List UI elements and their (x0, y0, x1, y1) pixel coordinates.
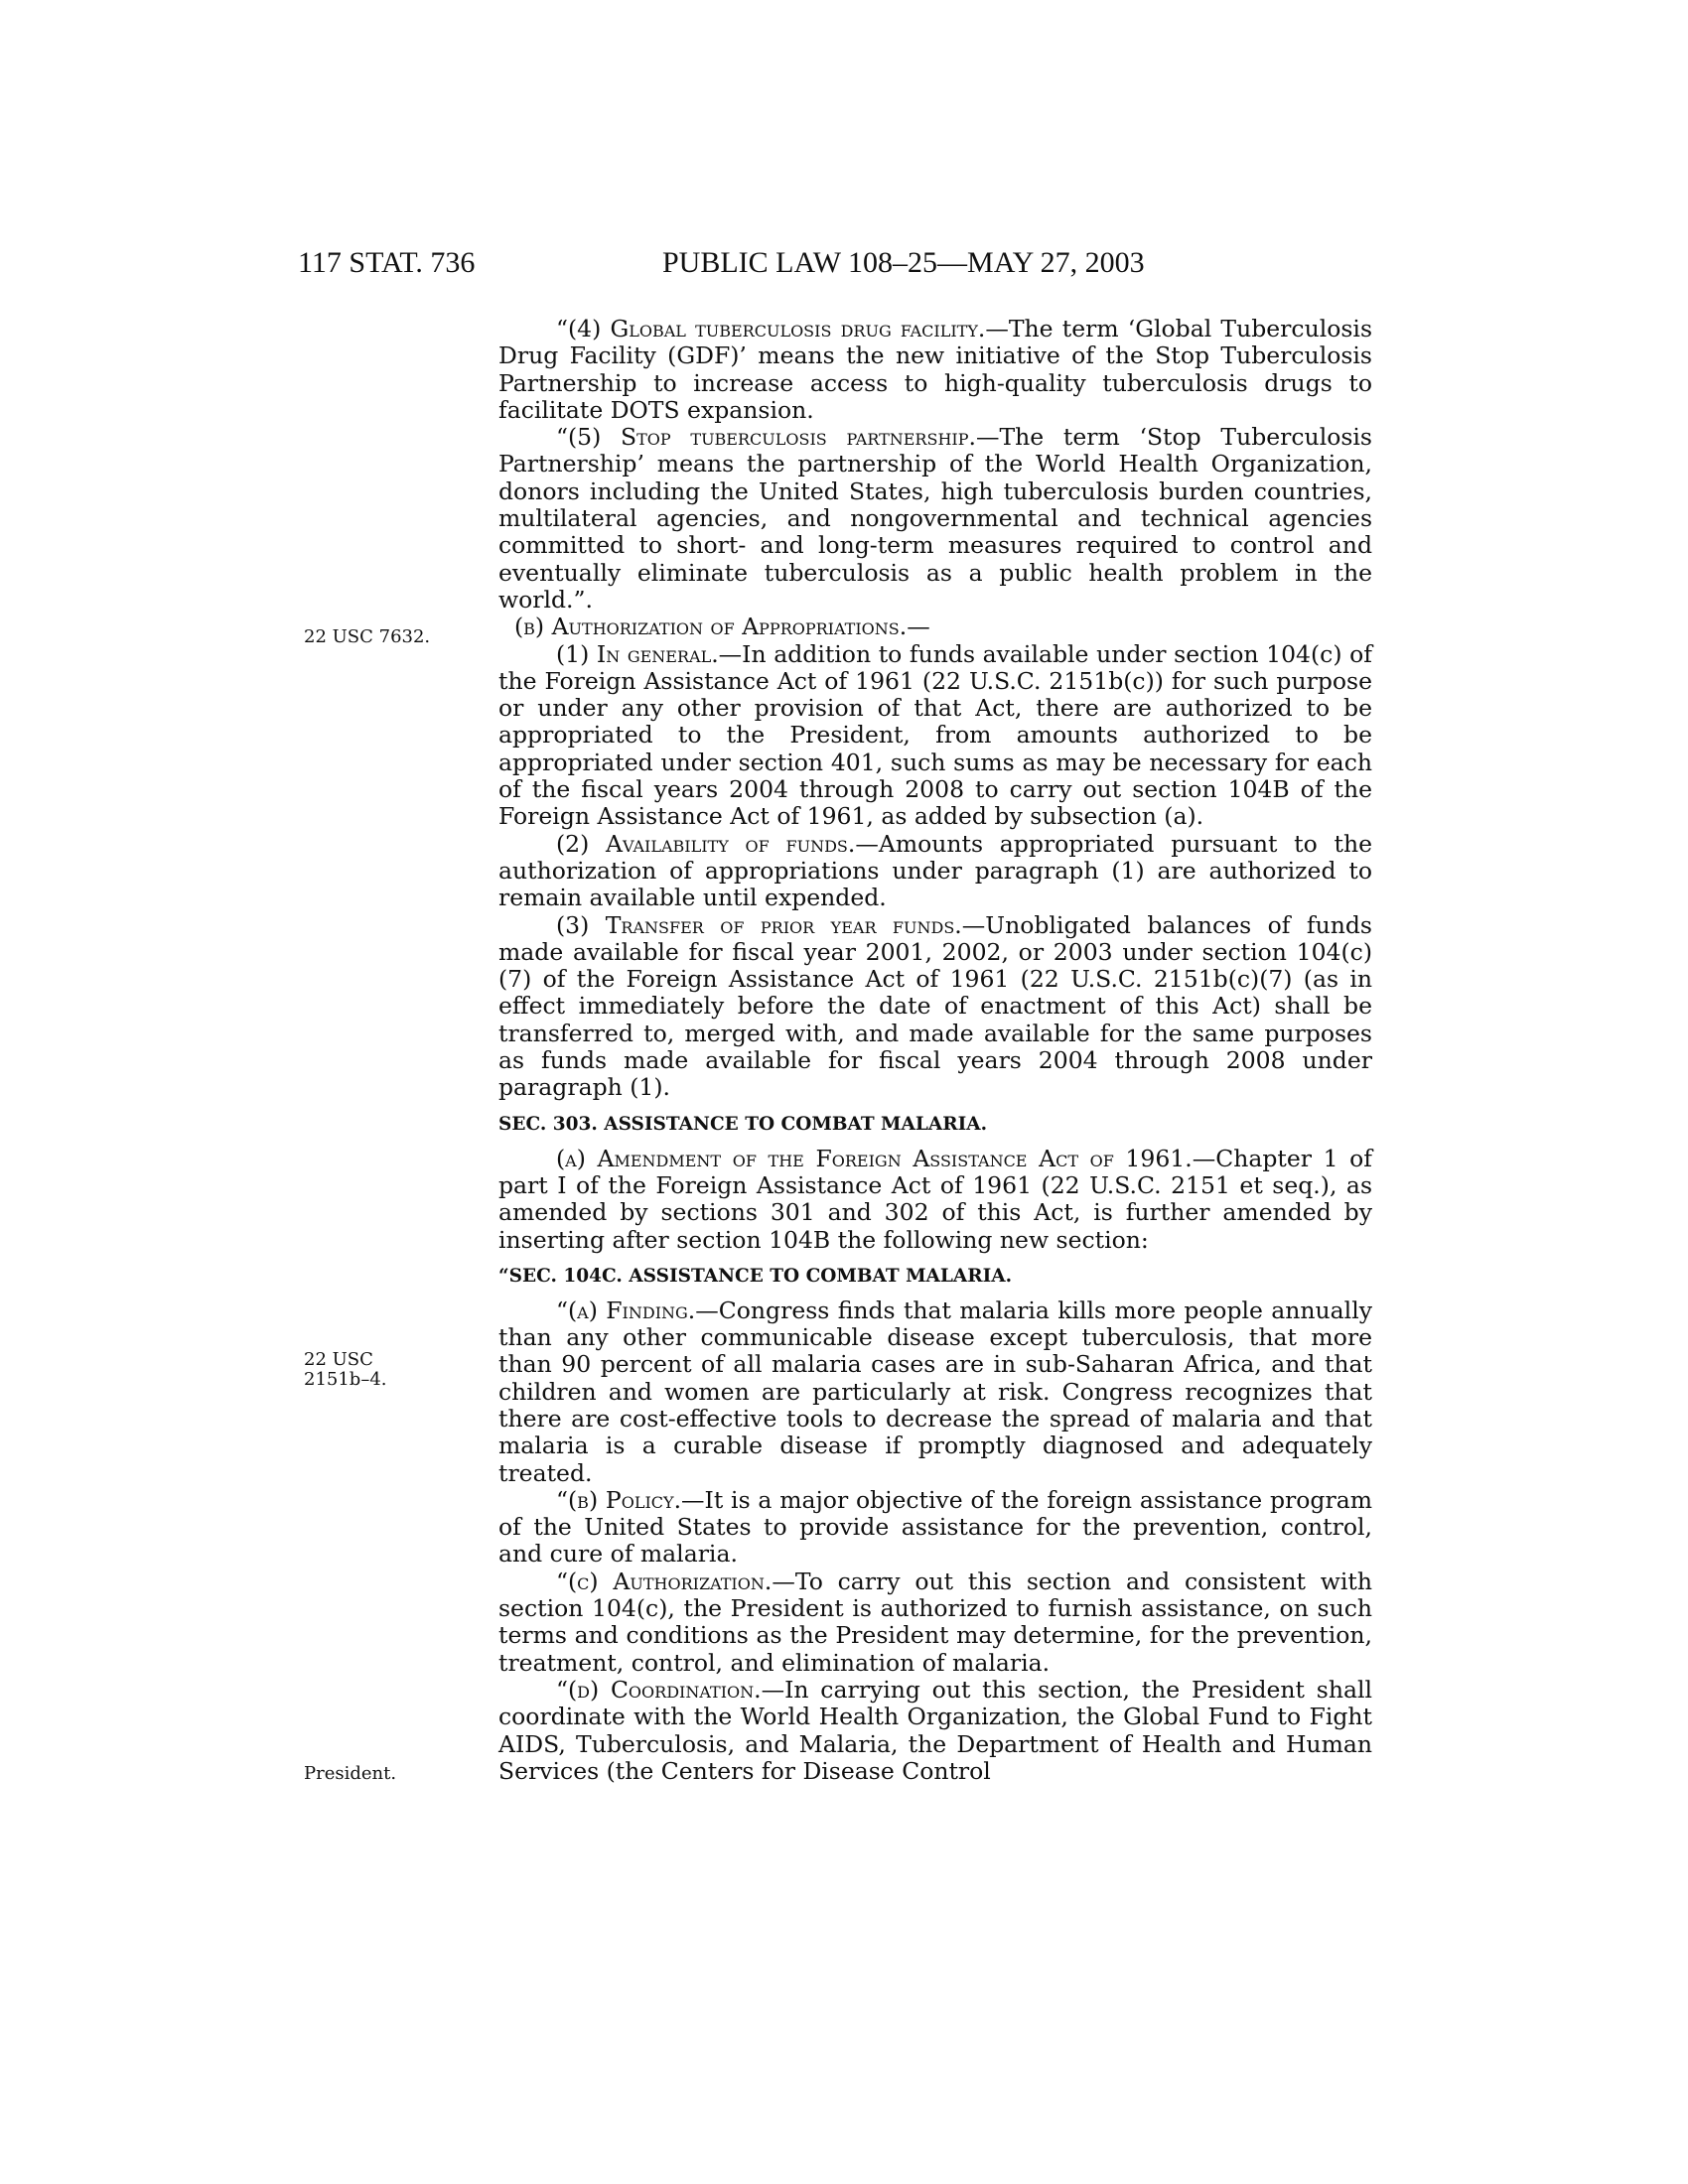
paragraph-text: —Amounts appropriated pursuant to the authorization of appropriations under paragraph (1) are authorized to remain available until expended. (498, 829, 1372, 912)
authorization-c (498, 1569, 1372, 1677)
public-law-header: PUBLIC LAW 108–25—MAY 27, 2003 (662, 246, 1145, 279)
paragraph-b3 (498, 912, 1372, 1102)
coordination-d (498, 1677, 1372, 1785)
paragraph-b1 (498, 641, 1372, 831)
margin-note-usc-7632: 22 USC 7632. (304, 626, 431, 647)
paragraph-heading: “(4) Global tuberculosis drug facility. (556, 315, 986, 342)
paragraph-5 (498, 424, 1372, 614)
paragraph-heading: “(5) Stop tuberculosis partnership. (556, 423, 976, 452)
paragraph-text: —Unobligated balances of funds made available for fiscal year 2001, 2002, or 2003 under section 104(c)(7) of the Foreign Assistance Act of 1961 (22 U.S.C. 2151b(c)(7) (as in effect immediately before the date of enactment of this Act) shall be transferred to, merged with, and made available for the same purposes as funds made available for fiscal years 2004 through 2008 under paragraph (1). (498, 910, 1372, 1102)
subsection-heading: (a) Amendment of the Foreign Assistance Act of 1961. (556, 1144, 1193, 1172)
margin-note-usc-2151b4 (304, 1350, 453, 1390)
coordination-text: —In carrying out this section, the President shall coordinate with the World Health Organization, the Global Fund to Fight AIDS, Tuberculosis, and Malaria, the Department of Health and Human Services (the Centers for Disease Control (498, 1675, 1372, 1785)
paragraph-text: —The term ‘Global Tuberculosis Drug Facility (GDF)’ means the new initiative of the Stop Tuberculosis Partnership to increase access to high-quality tuberculosis drugs to facilitate DOTS expansion. (498, 315, 1373, 424)
margin-note-president: President. (304, 1763, 397, 1784)
paragraph-4 (498, 316, 1372, 424)
authorization-text: —To carry out this section and consistent with section 104(c), the President is authorized to furnish assistance, on such terms and conditions as the President may determine, for the prevention, treatment, control, and elimination of malaria. (498, 1567, 1372, 1677)
authorization-heading: “(c) Authorization. (556, 1567, 773, 1595)
subsection-text: — (907, 613, 930, 641)
finding-a (498, 1297, 1372, 1487)
policy-b (498, 1487, 1372, 1569)
paragraph-heading: (2) Availability of funds. (556, 829, 856, 858)
subsection-heading: (b) Authorization of Appropriations. (514, 613, 908, 641)
finding-text: —Congress finds that malaria kills more people annually than any other communicable disease except tuberculosis, that more than 90 percent of all malaria cases are in sub-Saharan Africa, and that children and women are particularly at risk. Congress recognizes that there are cost-effective tools to decrease the spread of malaria and that malaria is a curable disease if promptly diagnosed and adequately treated. (498, 1296, 1372, 1487)
subsection-text: —Chapter 1 of part I of the Foreign Assistance Act of 1961 (22 U.S.C. 2151 et seq.), as amended by sections 301 and 302 of this Act, is further amended by inserting after section 104B the following new section: (498, 1144, 1372, 1254)
margin-note-line: 2151b–4. (304, 1369, 387, 1390)
subsection-b (498, 614, 1372, 640)
paragraph-text: —In addition to funds available under section 104(c) of the Foreign Assistance Act of 1961 (22 U.S.C. 2151b(c)) for such purpose or under any other provision of that Act, there are authorized to be appropriated to the President, from amounts authorized to be appropriated under section 401, such sums as may be necessary for each of the fiscal years 2004 through 2008 to carry out section 104B of the Foreign Assistance Act of 1961, as added by subsection (a). (498, 639, 1372, 831)
subsection-a (498, 1146, 1372, 1254)
margin-note-line: 22 USC (304, 1349, 373, 1370)
stat-page-number: 117 STAT. 736 (298, 246, 476, 279)
policy-text: —It is a major objective of the foreign assistance program of the United States to provide assistance for the prevention, control, and cure of malaria. (498, 1485, 1372, 1569)
section-104c-title: “SEC. 104C. ASSISTANCE TO COMBAT MALARIA. (498, 1265, 1013, 1287)
paragraph-text: —The term ‘Stop Tuberculosis Partnership’ means the partnership of the World Health Organization, donors including the United States, high tuberculosis burden countries, multilateral agencies, and nongovernmental and technical agencies committed to short- and long-term measures required to control and eventually eliminate tuberculosis as a public health problem in the world.”. (498, 423, 1372, 614)
coordination-heading: “(d) Coordination. (556, 1675, 762, 1704)
finding-heading: “(a) Finding. (556, 1296, 696, 1324)
section-303-title: SEC. 303. ASSISTANCE TO COMBAT MALARIA. (498, 1113, 988, 1135)
document-body (498, 316, 1372, 1785)
paragraph-heading: (1) In general. (556, 639, 719, 668)
paragraph-b2 (498, 831, 1372, 912)
paragraph-heading: (3) Transfer of prior year funds. (556, 910, 962, 939)
policy-heading: “(b) Policy. (556, 1485, 682, 1514)
